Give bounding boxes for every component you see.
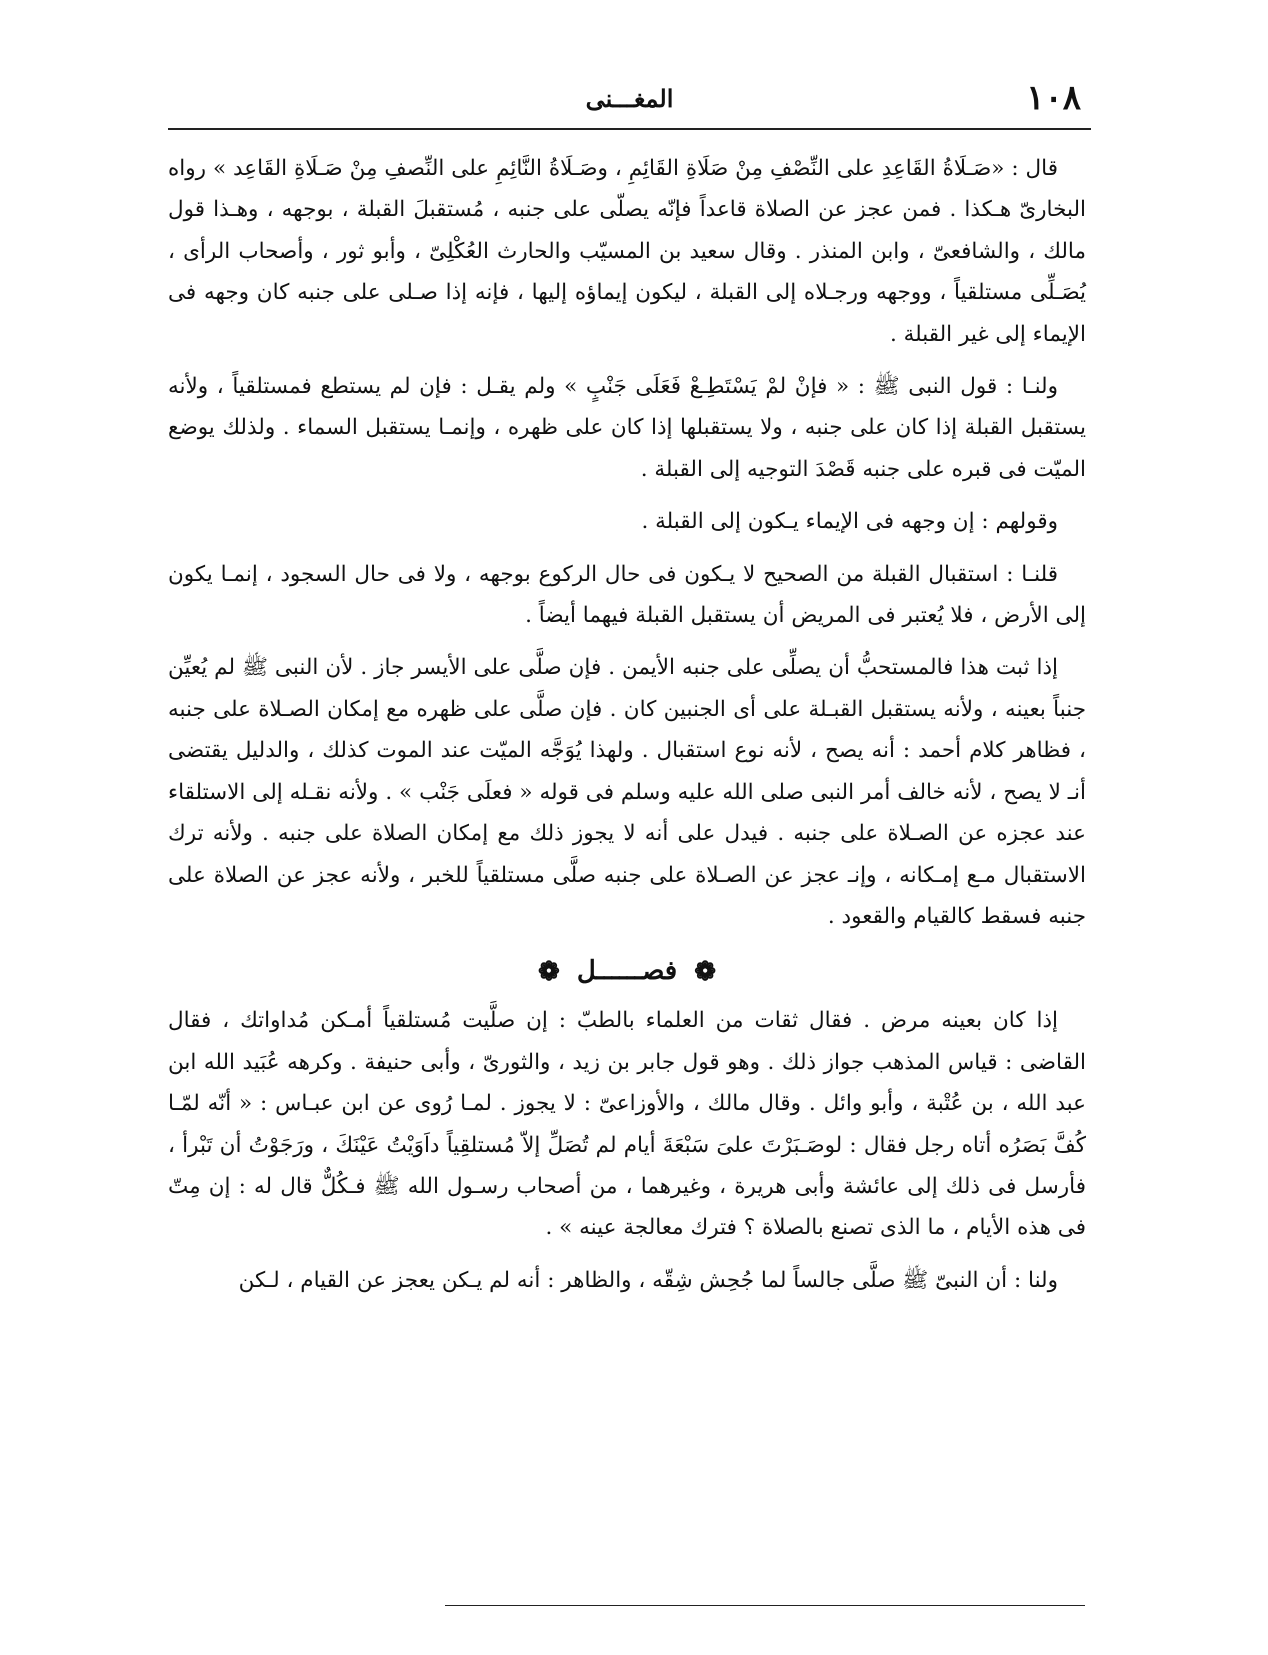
main-text (168, 148, 1086, 1301)
running-title: المغـــنى (585, 84, 674, 113)
paragraph: ولنا : أن النبىّ ﷺ صلَّى جالساً لما جُحِش شِقّه ، والظاهر : أنه لم يـكن يعجز عن القيام ، لـكن (238, 1267, 1058, 1293)
page-number: ١٠٨ (1026, 78, 1081, 118)
paragraph: ولنـا : قول النبى ﷺ : « فإنْ لمْ يَسْتَطِـعْ فَعَلَى جَنْبٍ » ولم يقـل : فإن لم يستطع فمستلقياً ، ولأنه يستقبل القبلة إذا كان على جنبه ، ولا يستقبلها إذا كان على ظهره ، وإنمـا يستقبل السماء . ولذلك يوضع الميّت فى قبره على جنبه قَصْدَ التوجيه إلى القبلة . (168, 374, 1086, 482)
section-heading-label: فصــــــل (576, 956, 678, 987)
header-divider (168, 128, 1091, 130)
page-header (168, 78, 1091, 122)
paragraph: وقولهم : إن وجهه فى الإيماء يـكون إلى القبلة . (641, 509, 1058, 535)
ornament-icon: ❁ (694, 957, 717, 988)
ornament-icon: ❁ (537, 957, 560, 988)
paragraph: قال : «صَـلَاةُ القَاعِدِ على النِّصْفِ مِنْ صَلَاةِ القَائِمِ ، وصَـلَاةُ النَّائِمِ على النِّصفِ مِنْ صَـلَاةِ القَاعِد » رواه البخارىّ هـكذا . فمن عجز عن الصلاة قاعداً فإنّه يصلّى على جنبه ، مُستقبلَ القبلة ، بوجهه ، وهـذا قول مالك ، والشافعىّ ، وابن المنذر . وقال سعيد بن المسيّب والحارث العُكْلِىّ ، وأبو ثور ، وأصحاب الرأى ، يُصَـلِّى مستلقياً ، ووجهه ورجـلاه إلى القبلة ، ليكون إيماؤه إليها ، فإنه إذا صـلى على جنبه كان وجهه فى الإيماء إلى غير القبلة . (168, 156, 1086, 347)
paragraph: إذا ثبت هذا فالمستحبُّ أن يصلِّى على جنبه الأيمن . فإن صلَّى على الأيسر جاز . لأن النبى ﷺ لم يُعيِّن جنباً بعينه ، ولأنه يستقبل القبـلة على أى الجنبين كان . فإن صلَّى على ظهره مع إمكان الصـلاة على جنبه ، فظاهر كلام أحمد : أنه يصح ، لأنه نوع استقبال . ولهذا يُوَجَّه الميّت عند الموت كذلك ، والدليل يقتضى أنـ لا يصح ، لأنه خالف أمر النبى صلى الله عليه وسلم فى قوله « فعلَى جَنْب » . ولأنه نقـله إلى الاستلقاء عند عجزه عن الصـلاة على جنبه . فيدل على أنه لا يجوز ذلك مع إمكان الصلاة على جنبه . ولأنه ترك الاستقبال مـع إمـكانه ، وإنـ عجز عن الصـلاة على جنبه صلَّى مستلقياً للخبر ، ولأنه عجز عن الصلاة على جنبه فسقط كالقيام والقعود . (168, 655, 1086, 929)
paragraph: إذا كان بعينه مرض . فقال ثقات من العلماء بالطبّ : إن صلَّيت مُستلقياً أمـكن مُداواتك ، فقال القاضى : قياس المذهب جواز ذلك . وهو قول جابر بن زيد ، والثورىّ ، وأبى حنيفة . وكرهه عُبَيد الله ابن عبد الله ، بن عُتْبة ، وأبو وائل . وقال مالك ، والأوزاعىّ : لا يجوز . لمـا رُوى عن ابن عبـاس : « أنّه لمّـا كُفَّ بَصَرُه أتاه رجل فقال : لوصَـبَرْتَ علىَ سَبْعَةَ أيام لم تُصَلِّ إلاّ مُستلقِياً داَوَيْتُ عَيْنَكَ ، ورَجَوْتُ أن تَبْرأ ، فأرسل فى ذلك إلى عائشة وأبى هريرة ، وغيرهما ، من أصحاب رسـول الله ﷺ فـكُلٌّ قال له : إن مِتّ فى هذه الأيام ، ما الذى تصنع بالصلاة ؟ فترك معالجة عينه » . (168, 1008, 1086, 1241)
footnote-divider (445, 1605, 1085, 1606)
section-heading (168, 951, 1086, 992)
paragraph: قلنـا : استقبال القبلة من الصحيح لا يـكون فى حال الركوع بوجهه ، ولا فى حال السجود ، إنمـا يكون إلى الأرض ، فلا يُعتبر فى المريض أن يستقبل القبلة فيهما أيضاً . (168, 561, 1086, 629)
